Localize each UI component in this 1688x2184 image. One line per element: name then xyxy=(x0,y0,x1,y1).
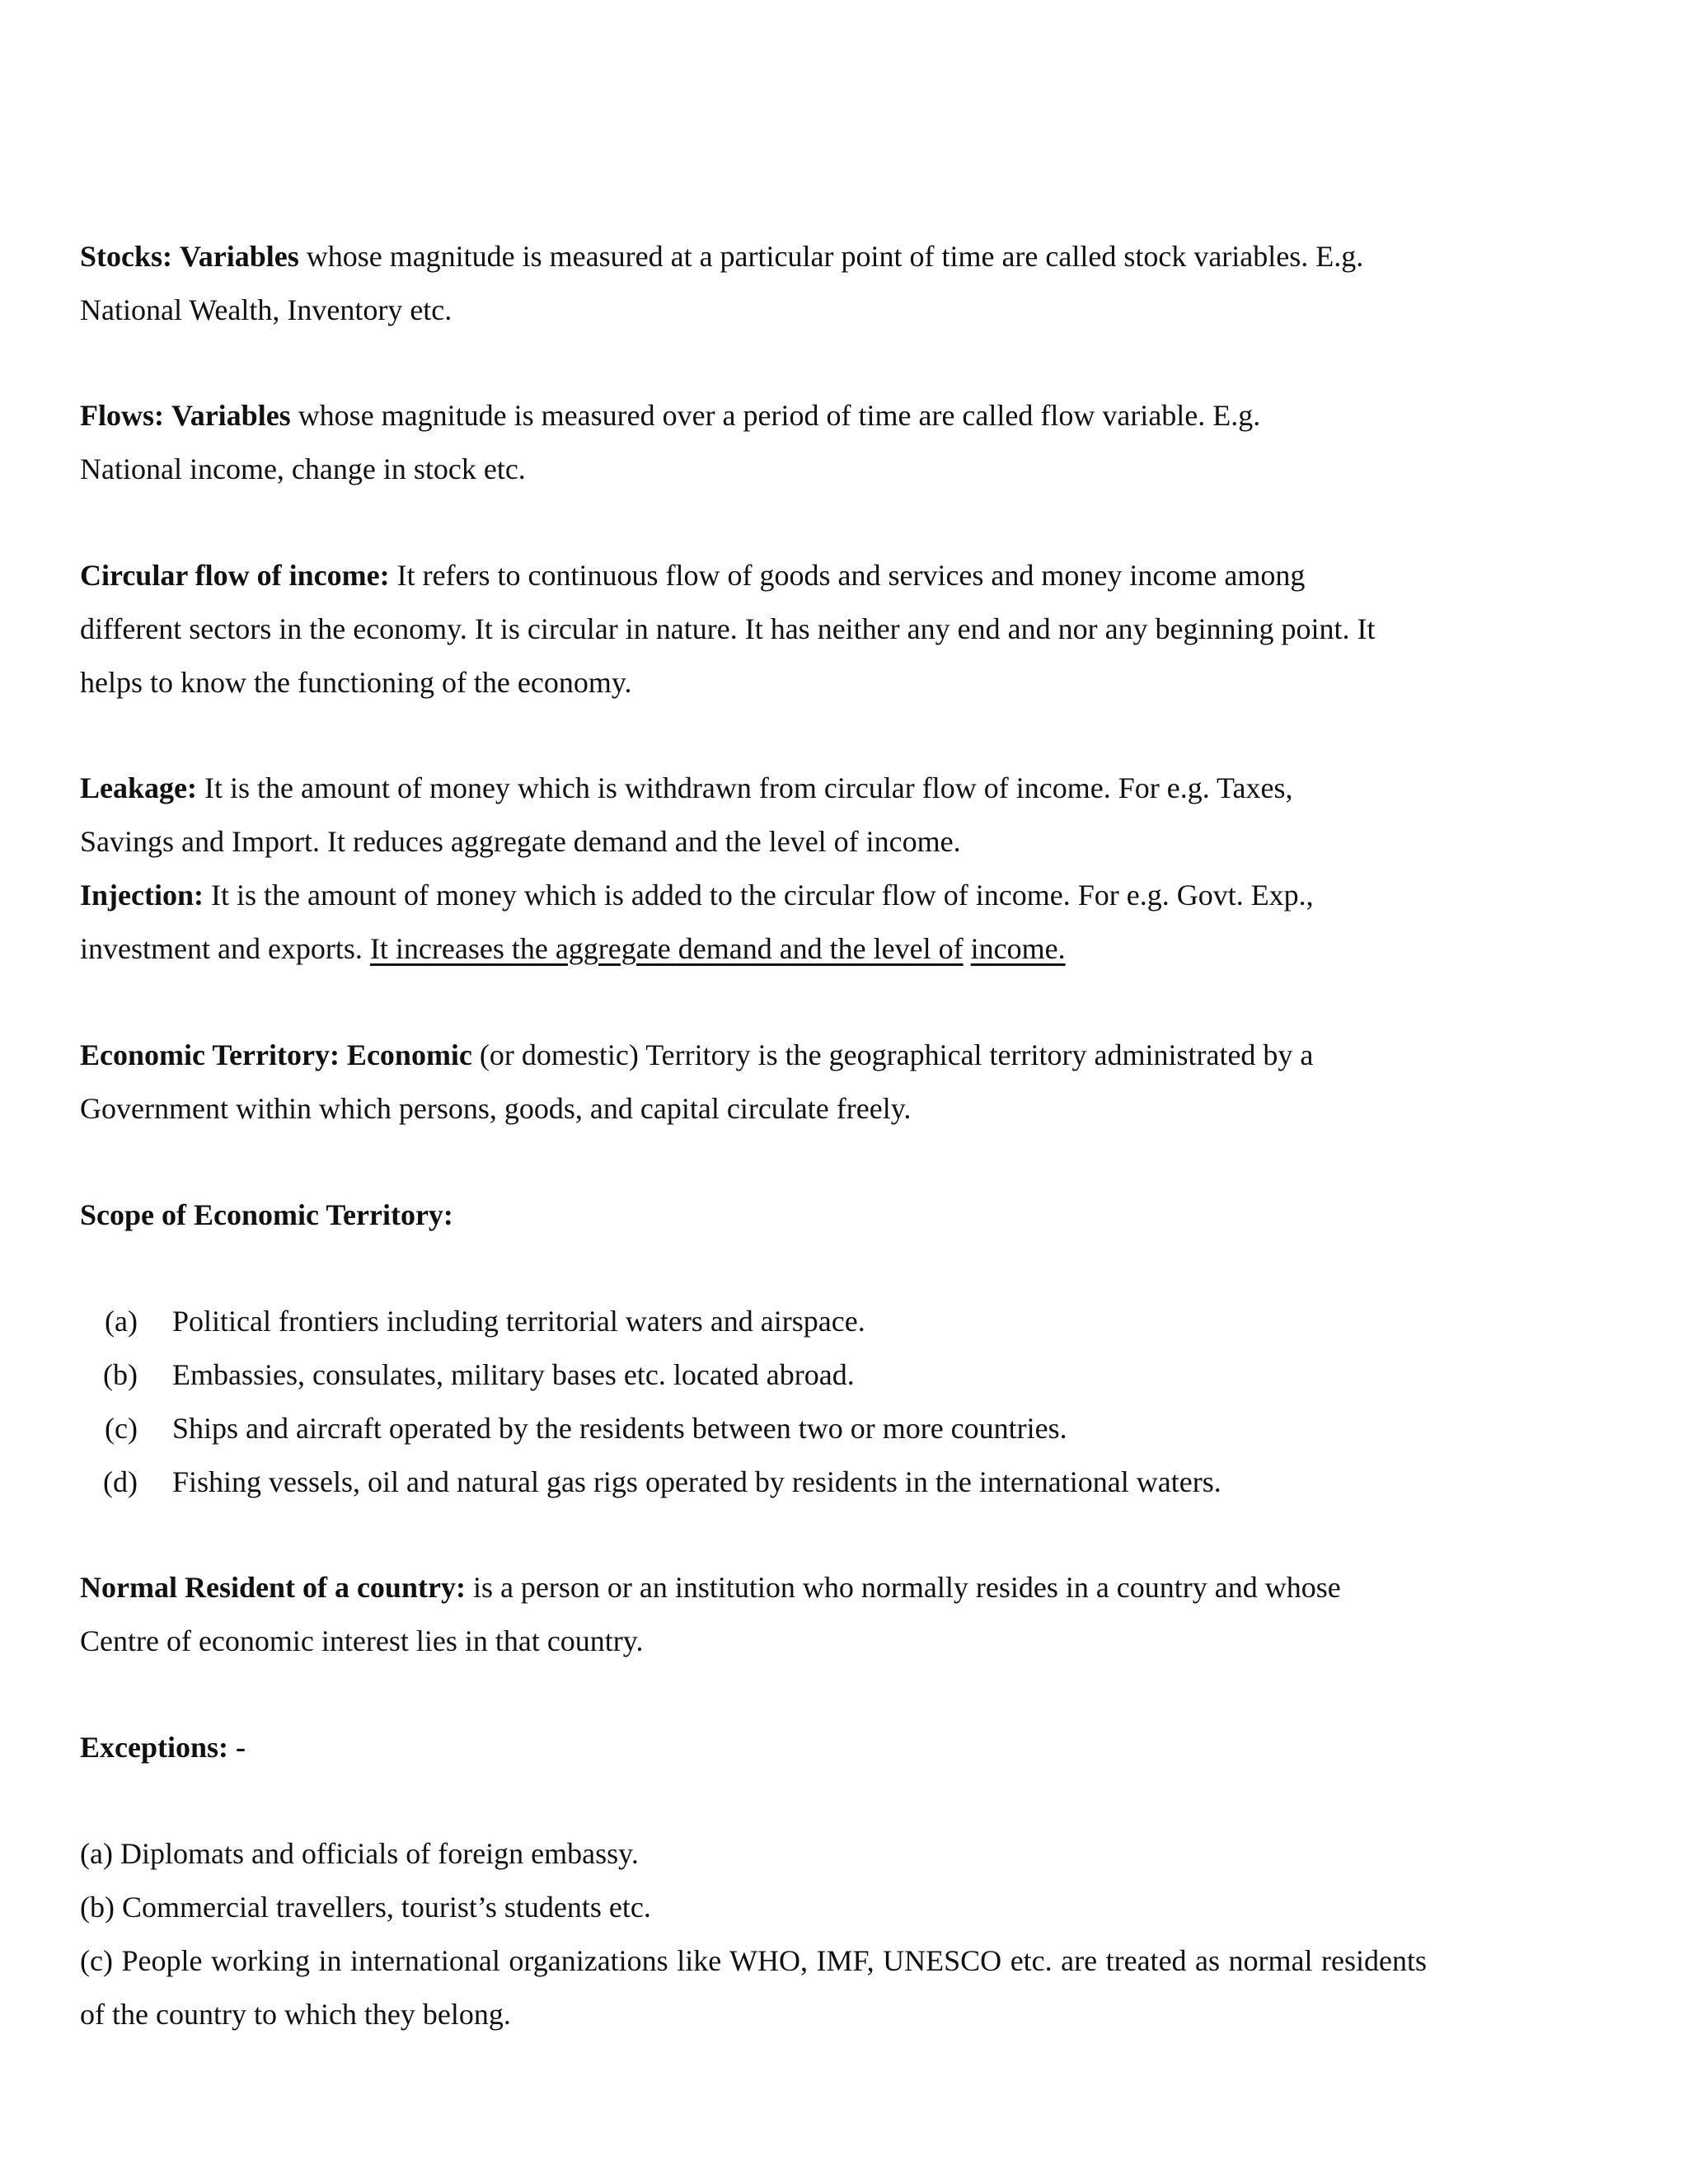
flows-bold-word: Variables xyxy=(171,399,291,432)
scope-item-label: (d) xyxy=(103,1465,138,1498)
scope-item-label: (c) xyxy=(105,1412,138,1445)
flows-definition xyxy=(80,389,1366,496)
injection-text: It is the amount of money which is added to the circular flow of income. For e.g. Govt. Exp., investment and exports. xyxy=(80,879,1314,965)
flows-term: Flows: xyxy=(80,399,164,432)
scope-item-label: (a) xyxy=(105,1305,138,1338)
exceptions-heading: Exceptions: - xyxy=(80,1731,246,1764)
normal-resident-definition xyxy=(80,1561,1382,1668)
stocks-bold-word: Variables xyxy=(180,240,299,273)
stocks-term: Stocks: xyxy=(80,240,173,273)
scope-item-label: (b) xyxy=(103,1358,138,1391)
exception-item: (a) Diplomats and officials of foreign embassy. xyxy=(80,1837,639,1870)
scope-item-text: Political frontiers including territorial waters and airspace. xyxy=(172,1305,865,1338)
scope-item-text: Embassies, consulates, military bases etc. located abroad. xyxy=(172,1358,855,1391)
scope-item-text: Fishing vessels, oil and natural gas rigs operated by residents in the international waters. xyxy=(172,1465,1221,1498)
leakage-definition xyxy=(80,762,1366,869)
stocks-text: whose magnitude is measured at a particular point of time are called stock variables. E.g. National Wealth, Inventory etc. xyxy=(80,240,1364,326)
injection-underlined-income: income. xyxy=(970,932,1066,965)
injection-term: Injection: xyxy=(80,879,204,912)
scope-heading: Scope of Economic Territory: xyxy=(80,1198,453,1231)
exception-item: (c) People working in international organizations like WHO, IMF, UNESCO etc. are treated as normal residents of the country to which they belong. xyxy=(80,1944,1427,2031)
normal-resident-term: Normal Resident of a country: xyxy=(80,1571,466,1604)
leakage-term: Leakage: xyxy=(80,771,197,804)
scope-item-text: Ships and aircraft operated by the residents between two or more countries. xyxy=(172,1412,1067,1445)
economic-territory-text: (or domestic) Territory is the geographical territory administrated by a Government within which persons, goods, and capital circulate freely. xyxy=(80,1038,1314,1125)
stocks-definition xyxy=(80,230,1448,337)
injection-underlined-text: It increases the aggregate demand and the level of xyxy=(369,932,964,965)
leakage-text: It is the amount of money which is withdrawn from circular flow of income. For e.g. Taxes, Savings and Import. It reduces aggregate demand and the level of income. xyxy=(80,771,1293,858)
normal-resident-text: is a person or an institution who normally resides in a country and whose Centre of economic interest lies in that country. xyxy=(80,1571,1341,1657)
circular-flow-definition xyxy=(80,549,1399,710)
injection-space xyxy=(964,932,971,965)
economic-territory-term: Economic Territory: Economic xyxy=(80,1038,472,1071)
injection-definition xyxy=(80,869,1390,976)
circular-flow-term: Circular flow of income: xyxy=(80,559,390,592)
circular-flow-text: It refers to continuous flow of goods and services and money income among different sectors in the economy. It is circular in nature. It has neither any end and nor any beginning point. It helps to know the functioning of the economy. xyxy=(80,559,1376,699)
flows-text: whose magnitude is measured over a period of time are called flow variable. E.g. National income, change in stock etc. xyxy=(80,399,1261,485)
exception-item: (b) Commercial travellers, tourist’s students etc. xyxy=(80,1891,651,1924)
economic-territory-definition xyxy=(80,1029,1423,1136)
